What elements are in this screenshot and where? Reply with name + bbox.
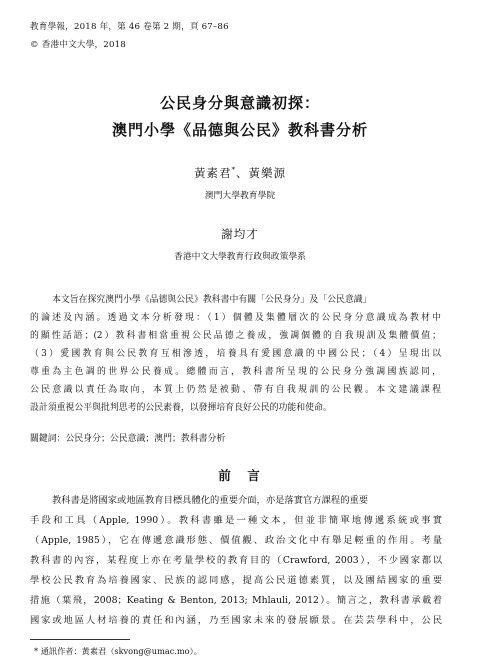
- author-names-1: [0, 165, 480, 181]
- body-line: 措施（葉飛，2008；Keating & Benton, 2013; Mhlauli, 2012）。簡言之，教科書承載着: [30, 595, 442, 606]
- abstract-line: 尊重為主色調的世界公民養成。總體而言，教科書所呈現的公民身分強調國族認同，: [30, 367, 441, 377]
- corresponding-mark: *: [231, 166, 236, 175]
- author-affiliation-2: 香港中文大學教育行政與政策學系: [174, 252, 306, 262]
- abstract-line: （3）愛國教育與公民教育互相滲透，培養具有愛國意識的中國公民；（4）呈現出以: [30, 349, 441, 359]
- author-separator: 、: [236, 166, 249, 180]
- abstract-line: 的論述及內涵。透過文本分析發現：（1）個體及集體層次的公民身分意識成為教材中: [30, 313, 441, 323]
- footnote: * 通訊作者：黃素君（skvong@umac.mo）。: [34, 646, 202, 656]
- abstract-line: 的顯性話語；(2）教科書相當重視公民品德之養成，強調個體的自我規訓及集體價值；: [30, 331, 441, 341]
- keywords: 關鍵詞：公民身分；公民意識；澳門；教科書分析: [30, 434, 226, 444]
- title-line-1: 公民身分與意識初探：: [159, 94, 320, 112]
- author-name: 黃素君: [194, 166, 232, 180]
- journal-citation: 教育學報，2018 年，第 46 卷第 2 期，頁 67–86: [30, 22, 229, 32]
- footnote-rule: [30, 639, 130, 640]
- section-heading: 前 言: [218, 468, 262, 483]
- author-affiliation-1: 澳門大學教育學院: [204, 191, 276, 201]
- abstract-line: 公民意識以責任為取向，本質上仍然是被動、帶有自我規訓的公民觀。本文建議課程: [30, 385, 441, 395]
- title-line-2: 澳門小學《品德與公民》教科書分析: [111, 121, 368, 139]
- abstract-line: 設計須重視公平與批判思考的公民素養，以發揮培育良好公民的功能和使命。: [30, 403, 332, 413]
- body-line: 教科書是將國家或地區教育目標具體化的重要介面，亦是落實官方課程的重要: [52, 495, 369, 506]
- abstract-line: 本文旨在探究澳門小學《品德與公民》教科書中有關「公民身分」及「公民意識」: [52, 295, 372, 305]
- body-line: 手段和工具（Apple, 1990）。教科書雖是一種文本，但並非簡單地傳遞系統或事實: [30, 515, 442, 526]
- body-line: 教科書的內容，某程度上亦在考量學校的教育目的（Crawford, 2003），不少國家都以: [30, 555, 442, 566]
- body-line: （Apple, 1985），它在傳遞意識形態、價值觀、政治文化中有舉足輕重的作用。考量: [30, 535, 442, 546]
- author-name: 黃樂源: [248, 166, 286, 180]
- copyright-line: © 香港中文大學，2018: [30, 40, 126, 50]
- body-line: 學校公民教育為培養國家、民族的認同感，提高公民道德素質，以及團結國家的重要: [30, 575, 442, 586]
- author-name-2: 謝均才: [221, 227, 259, 241]
- body-line: 國家或地區人材培養的責任和內涵，乃至國家未來的發展願景。在芸芸學科中，公民: [30, 615, 442, 626]
